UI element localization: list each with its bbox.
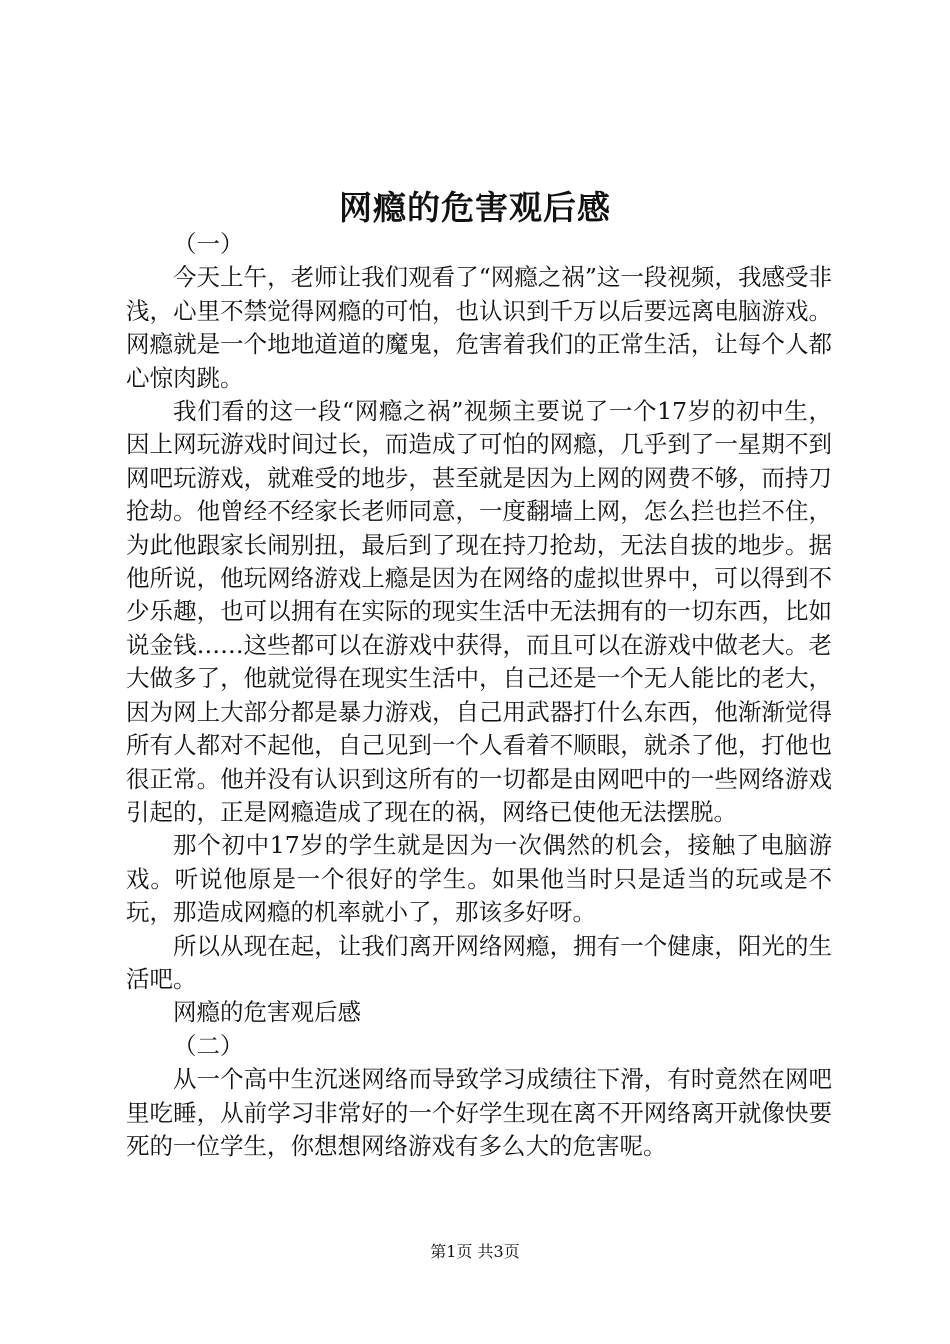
document-title: 网瘾的危害观后感 [339, 188, 611, 227]
paragraph: 从一个高中生沉迷网络而导致学习成绩往下滑，有时竟然在网吧里吃睡，从前学习非常好的一个好学生现在离不开网络离开就像快要死的一位学生，你想想网络游戏有多么大的危害呢。 [126, 1065, 832, 1160]
paragraph: 我们看的这一段“网瘾之祸”视频主要说了一个17岁的初中生，因上网玩游戏时间过长，而造成了可怕的网瘾，几乎到了一星期不到网吧玩游戏，就难受的地步，甚至就是因为上网的网费不够，而持刀抢劫。他曾经不经家长老师同意，一度翻墙上网，怎么拦也拦不住，为此他跟家长闹别扭，最后到了现在持刀抢劫，无法自拔的地步。据他所说，他玩网络游戏上瘾是因为在网络的虚拟世界中，可以得到不少乐趣，也可以拥有在实际的现实生活中无法拥有的一切东西，比如说金钱……这些都可以在游戏中获得，而且可以在游戏中做老大。老大做多了，他就觉得在现实生活中，自己还是一个无人能比的老大，因为网上大部分都是暴力游戏，自己用武器打什么东西，他渐渐觉得所有人都对不起他，自己见到一个人看着不顺眼，就杀了他，打他也很正常。他并没有认识到这所有的一切都是由网吧中的一些网络游戏引起的，正是网瘾造成了现在的祸，网络已使他无法摆脱。 [126, 397, 832, 826]
section-label: （一） [173, 230, 244, 258]
paragraph: 所以从现在起，让我们离开网络网瘾，拥有一个健康，阳光的生活吧。 [126, 931, 832, 993]
paragraph: 今天上午，老师让我们观看了“网瘾之祸”这一段视频，我感受非浅，心里不禁觉得网瘾的可怕，也认识到千万以后要远离电脑游戏。网瘾就是一个地地道道的魔鬼，危害着我们的正常生活，让每个人都心惊肉跳。 [126, 263, 832, 392]
document-body [126, 228, 832, 1163]
section-label: （二） [173, 1031, 244, 1060]
paragraph: 那个初中17岁的学生就是因为一次偶然的机会，接触了电脑游戏。听说他原是一个很好的学生。如果他当时只是适当的玩或是不玩，那造成网瘾的机率就小了，那该多好呀。 [126, 831, 832, 927]
section-heading: 网瘾的危害观后感 [173, 998, 361, 1027]
page-footer: 第1页 共3页 [430, 1242, 520, 1261]
